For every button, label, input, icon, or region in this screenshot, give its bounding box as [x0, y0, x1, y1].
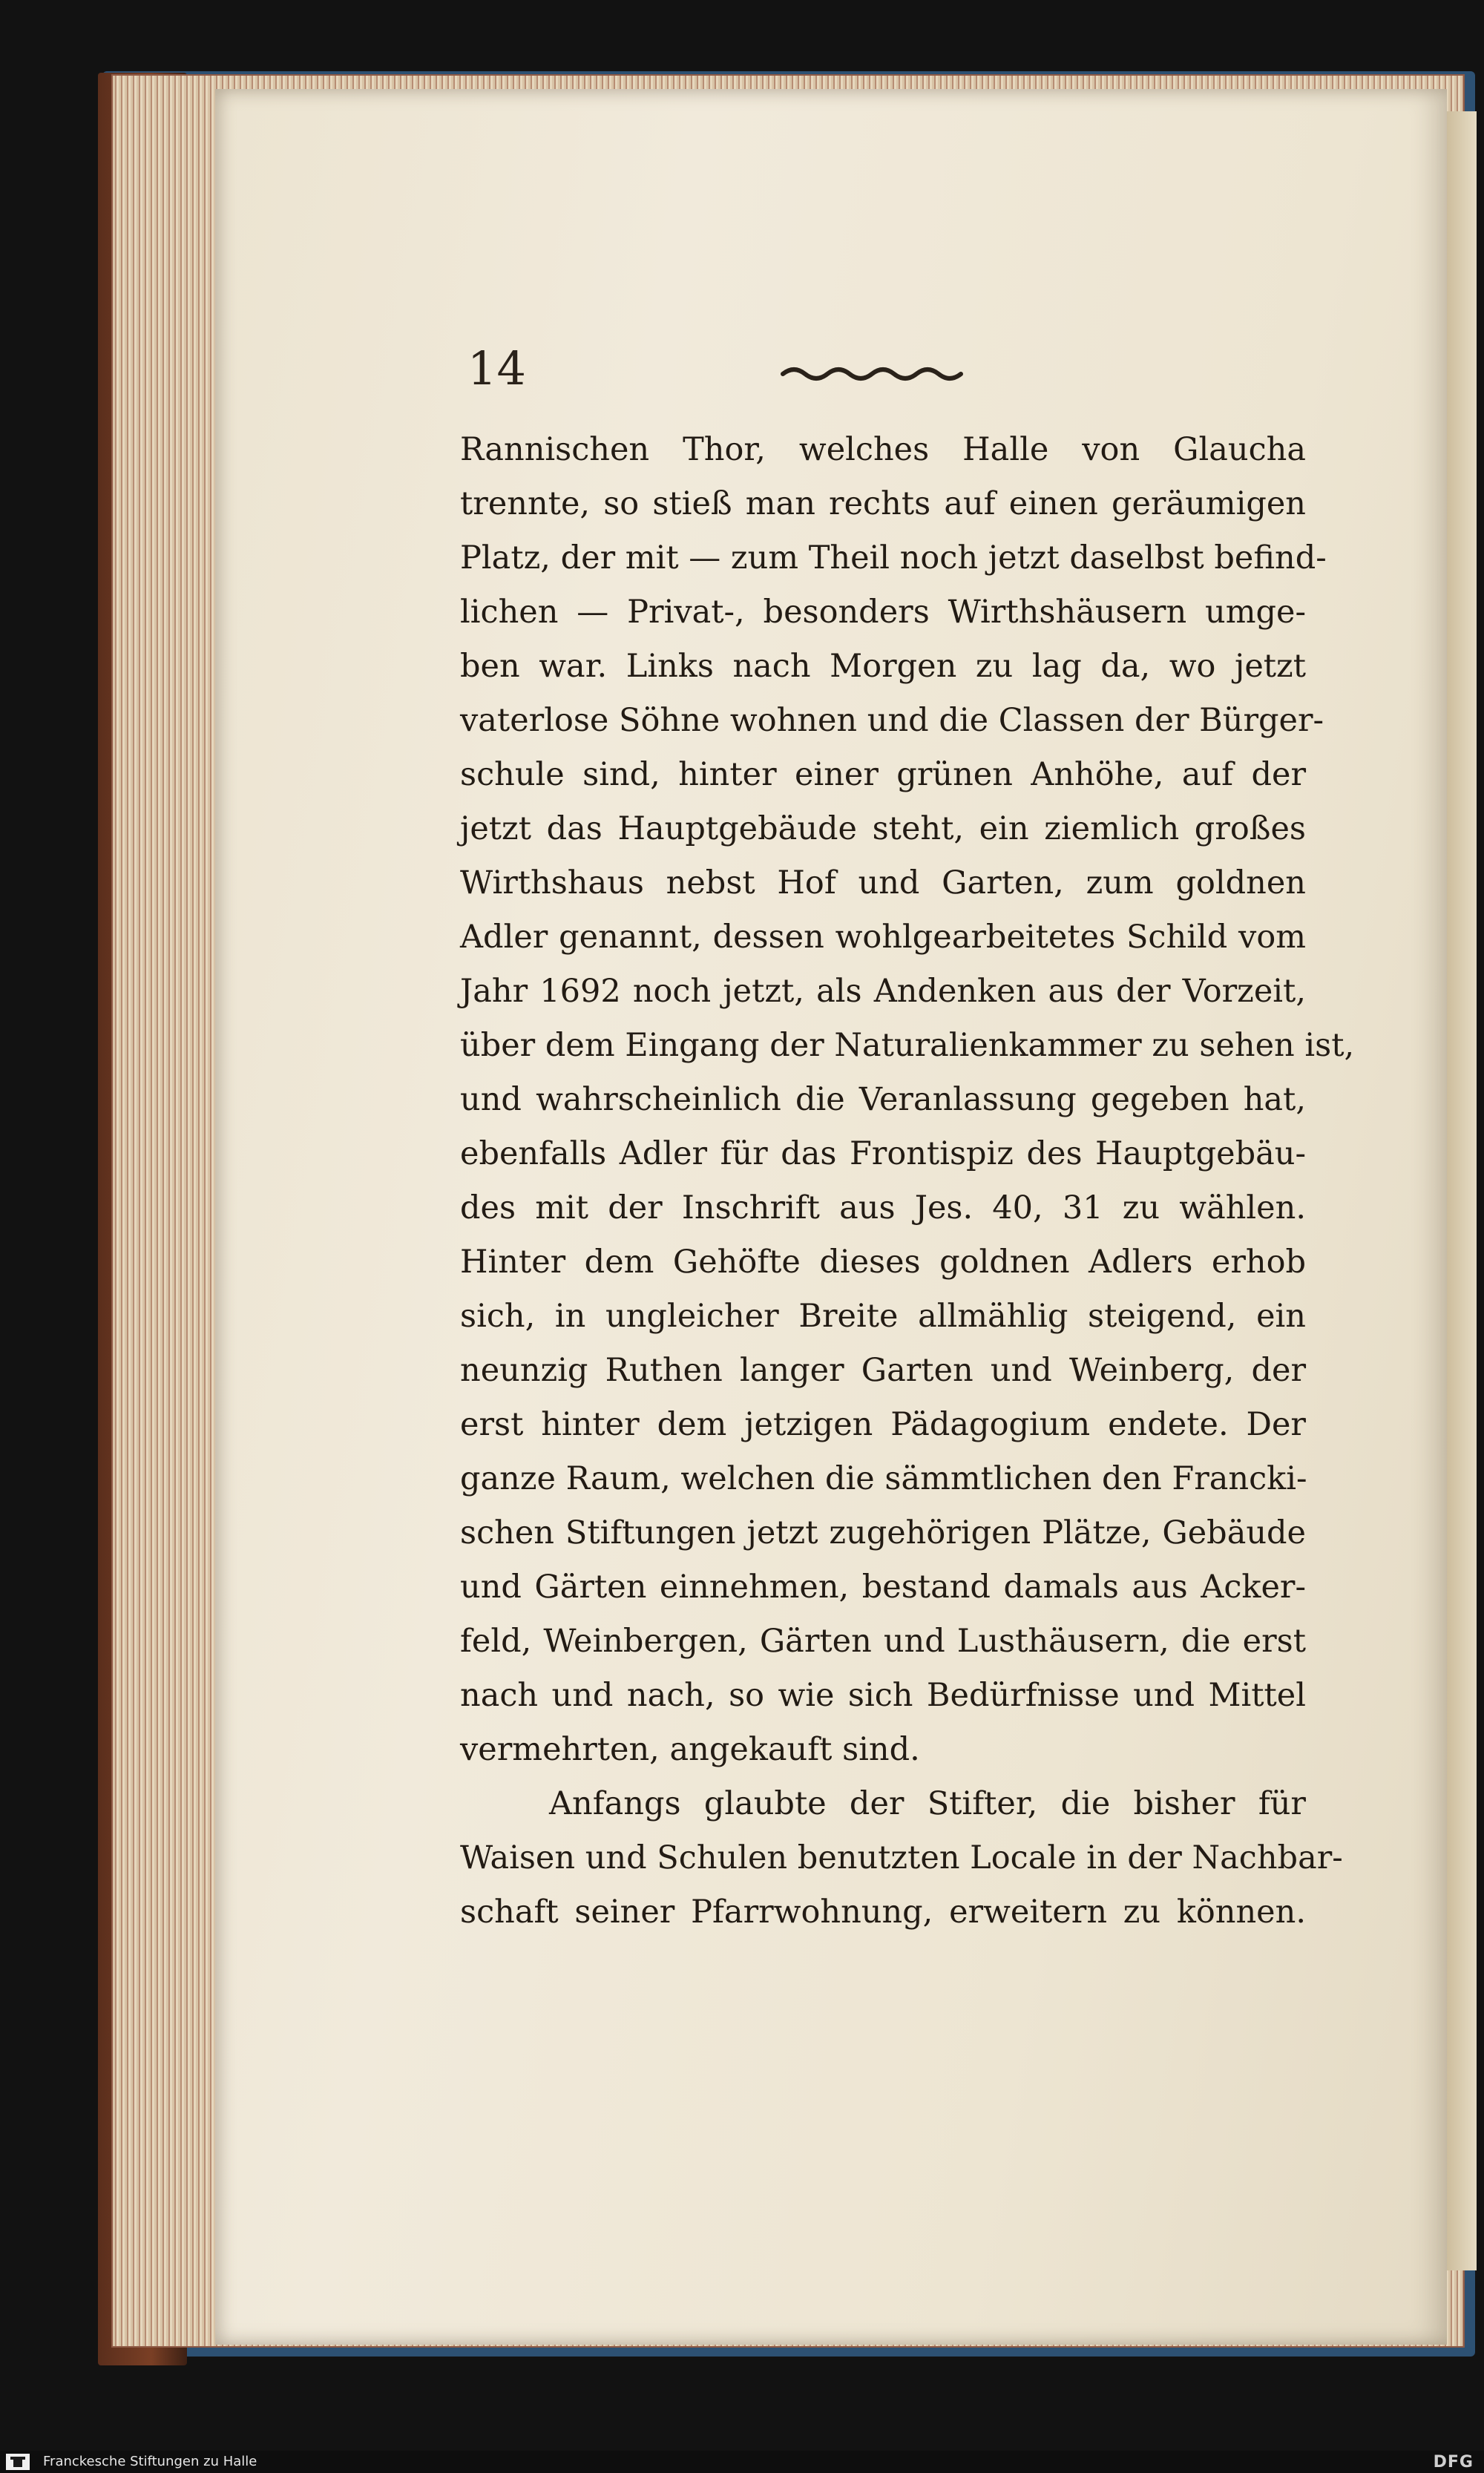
- institution-logo-icon: [3, 2452, 33, 2472]
- page-header: [215, 341, 1447, 408]
- text-line: trennte, so stieß man rechts auf einen geräumigen: [460, 485, 1306, 522]
- text-line: und wahrscheinlich die Veranlassung gegeben hat,: [460, 1081, 1306, 1118]
- text-line: ben war. Links nach Morgen zu lag da, wo jetzt: [460, 648, 1306, 685]
- sponsor-logo: DFG: [1433, 2453, 1474, 2472]
- page-fore-edge: [1447, 111, 1477, 2270]
- text-line: Hinter dem Gehöfte dieses goldnen Adlers erhob: [460, 1244, 1306, 1281]
- text-line: Jahr 1692 noch jetzt, als Andenken aus der Vorzeit,: [460, 973, 1306, 1010]
- text-line: des mit der Inschrift aus Jes. 40, 31 zu wählen.: [460, 1189, 1306, 1226]
- text-line: über dem Eingang der Naturalienkammer zu sehen ist,: [460, 1027, 1355, 1064]
- text-line: neunzig Ruthen langer Garten und Weinberg, der: [460, 1352, 1306, 1389]
- text-line: sich, in ungleicher Breite allmählig steigend, ein: [460, 1298, 1306, 1335]
- page-number: 14: [467, 341, 526, 395]
- text-line: vermehrten, angekauft sind.: [460, 1731, 920, 1768]
- text-line: ebenfalls Adler für das Frontispiz des Hauptgebäu-: [460, 1135, 1306, 1172]
- text-line: Platz, der mit — zum Theil noch jetzt daselbst befind-: [460, 539, 1327, 577]
- text-line: Waisen und Schulen benutzten Locale in der Nachbar-: [460, 1839, 1343, 1876]
- text-line: lichen — Privat-, besonders Wirthshäusern umge-: [460, 594, 1306, 631]
- institution-name: Franckesche Stiftungen zu Halle: [43, 2454, 257, 2469]
- text-line: und Gärten einnehmen, bestand damals aus Acker-: [460, 1569, 1306, 1606]
- text-line: schen Stiftungen jetzt zugehörigen Plätze, Gebäude: [460, 1514, 1306, 1551]
- text-line: schule sind, hinter einer grünen Anhöhe, auf der: [460, 756, 1306, 793]
- header-ornament: [779, 358, 965, 387]
- text-line: feld, Weinbergen, Gärten und Lusthäusern, die erst: [460, 1623, 1306, 1660]
- viewer-footer: [0, 2451, 1484, 2473]
- text-line: ganze Raum, welchen die sämmtlichen den Francki-: [460, 1460, 1307, 1497]
- book-page: [215, 89, 1447, 2345]
- text-line: nach und nach, so wie sich Bedürfnisse und Mittel: [460, 1677, 1306, 1714]
- text-line: jetzt das Hauptgebäude steht, ein ziemlich großes: [460, 810, 1306, 847]
- text-line: schaft seiner Pfarrwohnung, erweitern zu können.: [460, 1894, 1306, 1931]
- text-line: Adler genannt, dessen wohlgearbeitetes Schild vom: [460, 919, 1306, 956]
- text-line: Rannischen Thor, welches Halle von Glaucha: [460, 431, 1306, 468]
- text-line: Wirthshaus nebst Hof und Garten, zum goldnen: [460, 864, 1306, 901]
- body-text: [460, 423, 1355, 1940]
- text-line: Anfangs glaubte der Stifter, die bisher für: [549, 1785, 1306, 1822]
- text-line: erst hinter dem jetzigen Pädagogium endete. Der: [460, 1406, 1306, 1443]
- text-line: vaterlose Söhne wohnen und die Classen der Bürger-: [460, 702, 1324, 739]
